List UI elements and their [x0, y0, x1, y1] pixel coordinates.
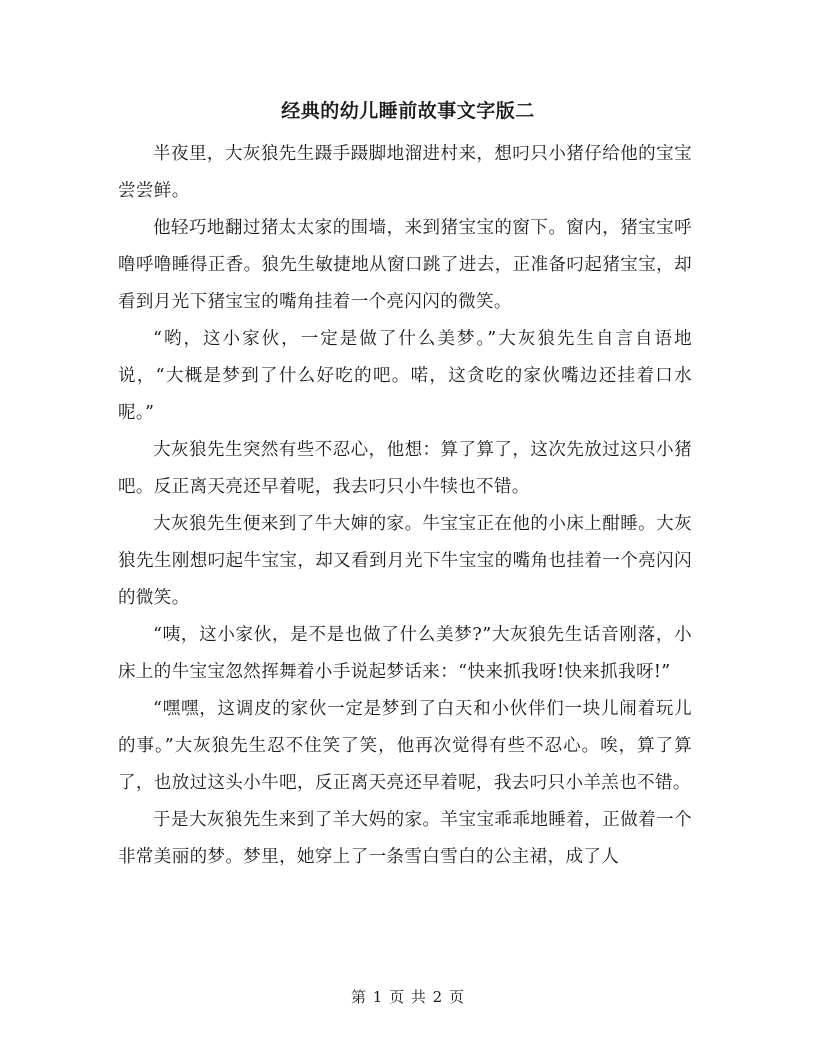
paragraph: 于是大灰狼先生来到了羊大妈的家。羊宝宝乖乖地睡着，正做着一个非常美丽的梦。梦里，她穿上了一条雪白雪白的公主裙，成了人 [118, 810, 692, 867]
paragraph: 半夜里，大灰狼先生蹑手蹑脚地溜进村来，想叼只小猪仔给他的宝宝尝尝鲜。 [118, 144, 692, 201]
document-body [118, 136, 692, 876]
paragraph: 大灰狼先生突然有些不忍心，他想：算了算了，这次先放过这只小猪吧。反正离天亮还早着呢，我去叼只小牛犊也不错。 [118, 440, 692, 497]
page-number-footer: 第 1 页 共 2 页 [351, 988, 465, 1006]
paragraph: “咦，这小家伙，是不是也做了什么美梦?”大灰狼先生话音刚落，小床上的牛宝宝忽然挥舞着小手说起梦话来：“快来抓我呀!快来抓我呀!” [118, 625, 692, 682]
paragraph: 大灰狼先生便来到了牛大婶的家。牛宝宝正在他的小床上酣睡。大灰狼先生刚想叼起牛宝宝，却又看到月光下牛宝宝的嘴角也挂着一个亮闪闪的微笑。 [118, 514, 692, 608]
document-title: 经典的幼儿睡前故事文字版二 [281, 100, 535, 122]
paragraph: “哟，这小家伙，一定是做了什么美梦。”大灰狼先生自言自语地说，“大概是梦到了什么好吃的吧。喏，这贪吃的家伙嘴边还挂着口水呢。” [118, 329, 692, 423]
paragraph: 他轻巧地翻过猪太太家的围墙，来到猪宝宝的窗下。窗内，猪宝宝呼噜呼噜睡得正香。狼先生敏捷地从窗口跳了进去，正准备叼起猪宝宝，却看到月光下猪宝宝的嘴角挂着一个亮闪闪的微笑。 [118, 218, 692, 312]
paragraph: “嘿嘿，这调皮的家伙一定是梦到了白天和小伙伴们一块儿闹着玩儿的事。”大灰狼先生忍不住笑了笑，他再次觉得有些不忍心。唉，算了算了，也放过这头小牛吧，反正离天亮还早着呢，我去叼只小羊羔也不错。 [118, 699, 692, 793]
